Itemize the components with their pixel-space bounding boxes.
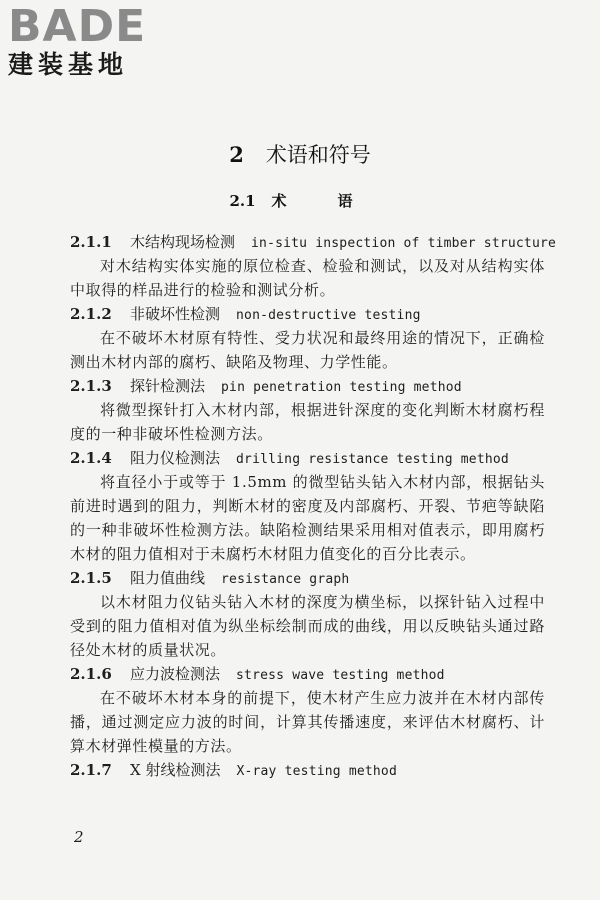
page-number: 2: [74, 828, 84, 846]
term-number: 2.1.7: [70, 761, 112, 779]
term-heading: [70, 374, 545, 398]
term-name-cn: 阻力值曲线: [130, 569, 206, 587]
term-name-cn: 木结构现场检测: [130, 233, 236, 251]
term-number: 2.1.5: [70, 569, 112, 587]
term-name-cn: X 射线检测法: [130, 761, 221, 779]
term-number: 2.1.4: [70, 449, 112, 467]
logo: [8, 1, 178, 80]
term-name-en: in-situ inspection of timber structure: [251, 236, 557, 251]
term-heading: [70, 230, 557, 254]
term-name-en: pin penetration testing method: [221, 380, 462, 395]
term-definition: 对木结构实体实施的原位检查、检验和测试，以及对从结构实体中取得的样品进行的检验和测试分析。: [70, 257, 545, 299]
term-definition: 在不破坏木材本身的前提下，使木材产生应力波并在木材内部传播，通过测定应力波的时间，计算其传播速度，来评估木材腐朽、计算木材弹性模量的方法。: [70, 689, 545, 755]
term-heading: [70, 446, 545, 470]
term-2-1-5: [70, 566, 545, 662]
term-definition: 将直径小于或等于 1.5mm 的微型钻头钻入木材内部，根据钻头前进时遇到的阻力，判断木材的密度及内部腐朽、开裂、节疤等缺陷的一种非破坏性检测方法。缺陷检测结果采用相对值表示，即用腐朽木材的阻力值相对于未腐朽木材阻力值变化的百分比表示。: [70, 473, 545, 563]
term-definition: 在不破坏木材原有特性、受力状况和最终用途的情况下，正确检测出木材内部的腐朽、缺陷及物理、力学性能。: [70, 329, 545, 371]
term-heading: [70, 758, 545, 782]
section-number: 2.1: [229, 192, 256, 210]
term-2-1-2: [70, 302, 545, 374]
section-title: [0, 190, 600, 212]
term-name-en: drilling resistance testing method: [236, 452, 509, 467]
term-heading: [70, 302, 545, 326]
term-heading: [70, 662, 545, 686]
term-2-1-7: [70, 758, 545, 782]
term-name-en: stress wave testing method: [236, 668, 445, 683]
chapter-number: 2: [229, 142, 244, 167]
term-name-en: non-destructive testing: [236, 308, 421, 323]
logo-brand: BADE: [8, 1, 147, 52]
term-name-cn: 探针检测法: [130, 377, 206, 395]
term-number: 2.1.3: [70, 377, 112, 395]
section-title-text: 术 语: [271, 192, 371, 210]
term-name-en: X-ray testing method: [236, 764, 397, 779]
term-definition: 以木材阻力仪钻头钻入木材的深度为横坐标，以探针钻入过程中受到的阻力值相对值为纵坐标绘制而成的曲线，用以反映钻头通过路径处木材的质量状况。: [70, 593, 545, 659]
logo-subtitle: 建装基地: [8, 50, 129, 79]
chapter-title: [0, 140, 600, 170]
term-number: 2.1.2: [70, 305, 112, 323]
chapter-title-text: 术语和符号: [265, 143, 371, 167]
term-2-1-1: [70, 230, 557, 302]
terms-list: [70, 230, 557, 782]
term-number: 2.1.1: [70, 233, 112, 251]
term-2-1-4: [70, 446, 545, 566]
term-name-cn: 应力波检测法: [130, 665, 221, 683]
term-name-cn: 阻力仪检测法: [130, 449, 221, 467]
term-name-cn: 非破坏性检测: [130, 305, 221, 323]
term-heading: [70, 566, 545, 590]
term-name-en: resistance graph: [221, 572, 350, 587]
term-number: 2.1.6: [70, 665, 112, 683]
term-2-1-3: [70, 374, 545, 446]
term-definition: 将微型探针打入木材内部，根据进针深度的变化判断木材腐朽程度的一种非破坏性检测方法。: [70, 401, 545, 443]
term-2-1-6: [70, 662, 545, 758]
